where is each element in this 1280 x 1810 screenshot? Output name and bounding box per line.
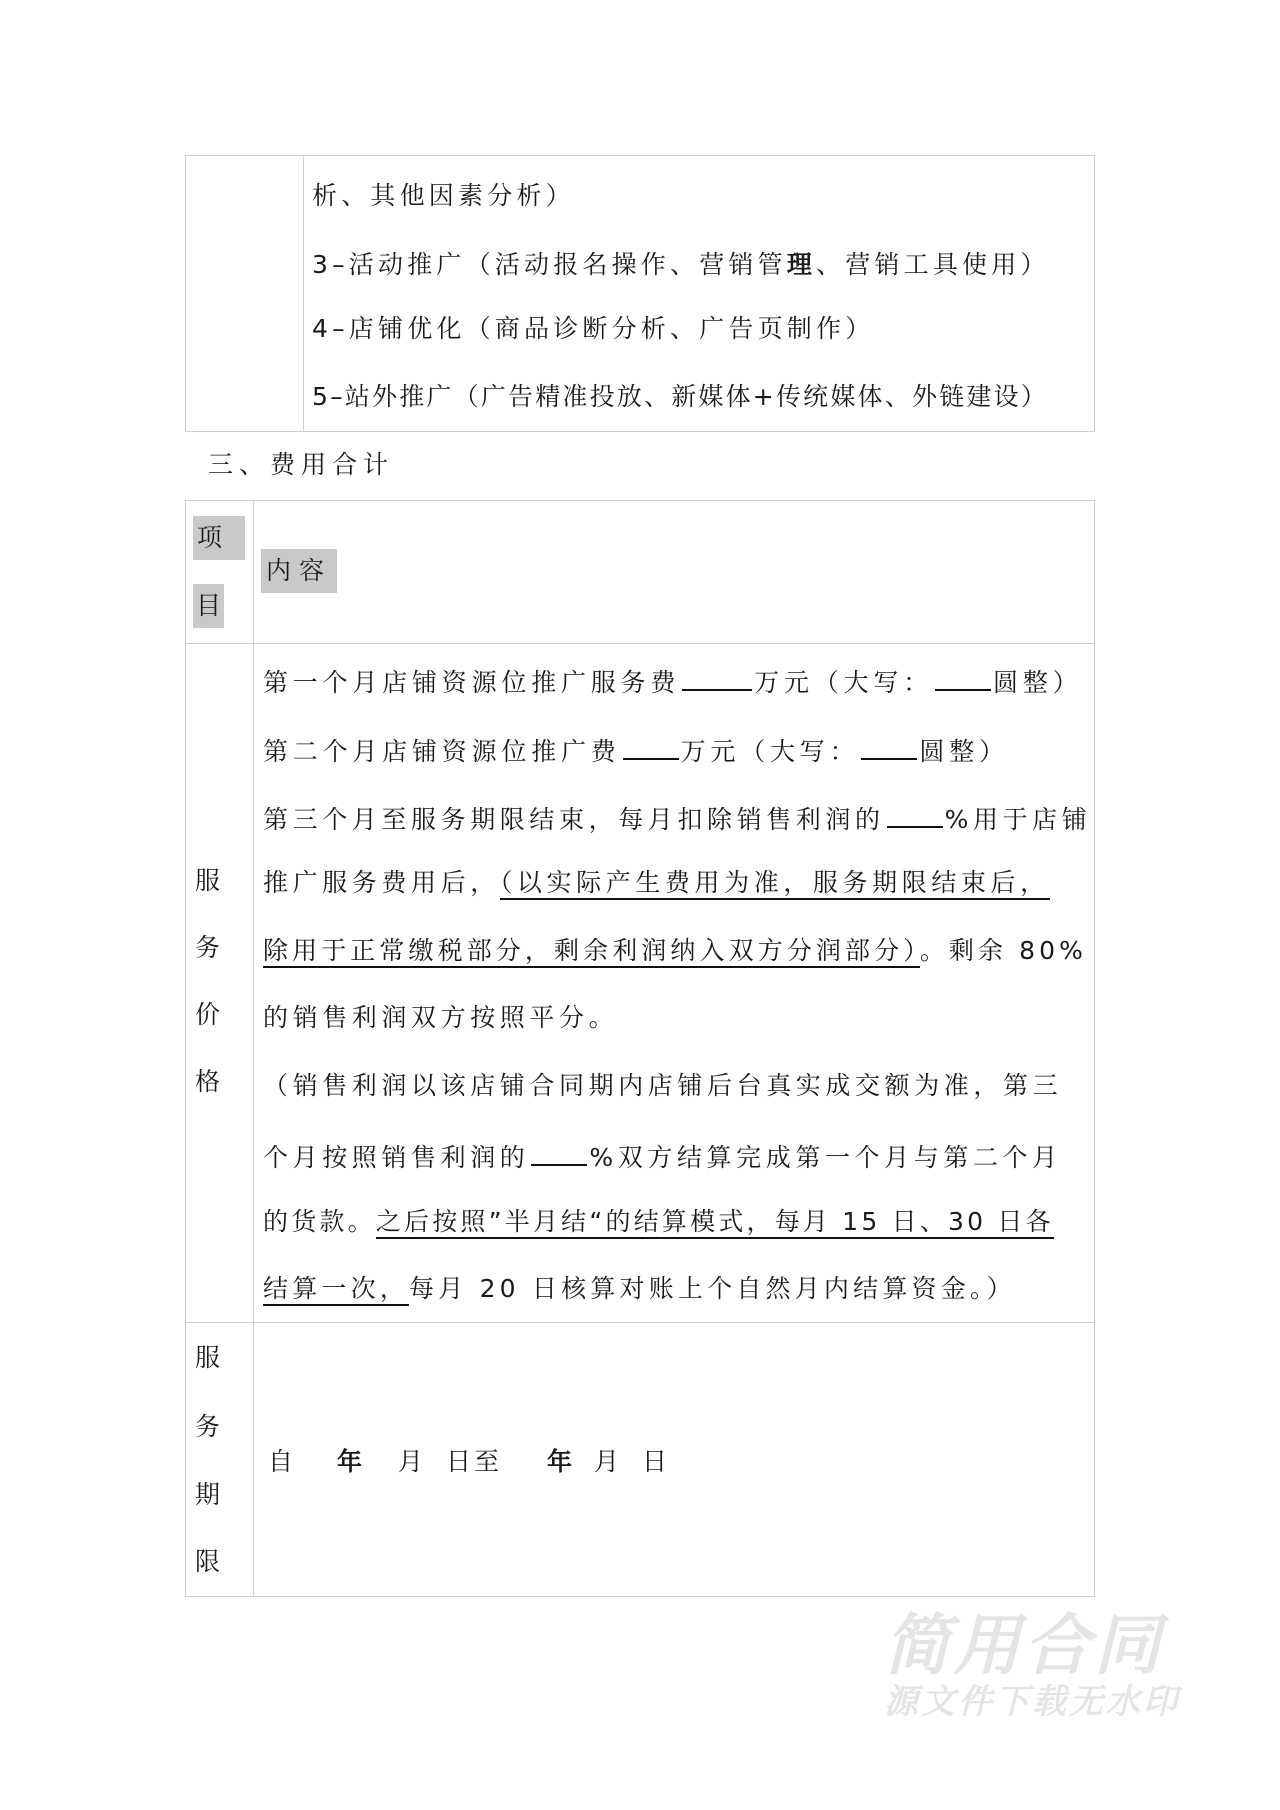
fees-table-row-divider-2 bbox=[185, 1322, 1095, 1323]
price-line-10-underlined: 结算一次， bbox=[263, 1274, 409, 1306]
price-line-3-text-a: 第三个月至服务期限结束，每月扣除销售利润的 bbox=[263, 805, 885, 834]
table-divider bbox=[303, 155, 304, 432]
price-line-5-text-b: 。剩余 80% bbox=[919, 936, 1088, 965]
price-line-5-underlined: 除用于正常缴税部分，剩余利润纳入双方分润部分） bbox=[263, 936, 920, 968]
price-line-2-text-a: 第二个月店铺资源位推广费 bbox=[263, 737, 621, 766]
second-month-fee-uppercase-blank[interactable] bbox=[861, 732, 917, 760]
settlement-percent-blank[interactable] bbox=[531, 1138, 587, 1166]
term-from: 自 bbox=[268, 1447, 294, 1476]
price-line-1-text-b: 万元（大写： bbox=[754, 668, 934, 697]
section-heading-fees: 三、费用合计 bbox=[208, 450, 395, 479]
second-month-fee-blank[interactable] bbox=[623, 732, 679, 760]
price-row-label-3: 价 bbox=[195, 1000, 221, 1029]
service-item-continued: 析、其他因素分析） bbox=[312, 181, 575, 210]
price-line-4-text-a: 推广服务费用后， bbox=[263, 868, 500, 897]
price-line-10 bbox=[263, 1273, 1016, 1305]
price-line-9-underlined: 之后按照”半月结“的结算模式，每月 15 日、30 日各 bbox=[376, 1207, 1054, 1239]
service-item-5: 5–站外推广（广告精准投放、新媒体+传统媒体、外链建设） bbox=[312, 382, 1048, 411]
price-line-8-text-b: %双方结算完成第一个月与第二个月 bbox=[589, 1143, 1062, 1172]
price-line-2-text-b: 万元（大写： bbox=[680, 737, 860, 766]
price-line-9 bbox=[263, 1206, 1054, 1238]
price-row-label-4: 格 bbox=[195, 1067, 221, 1096]
price-line-5 bbox=[263, 935, 1087, 967]
term-start-day-to[interactable]: 日至 bbox=[446, 1447, 503, 1476]
watermark-brand: 简用合同 bbox=[884, 1607, 1164, 1684]
first-month-fee-uppercase-blank[interactable] bbox=[935, 663, 991, 691]
price-line-4 bbox=[263, 867, 1050, 899]
term-row-label-3: 期 bbox=[195, 1480, 221, 1509]
price-line-1-text-a: 第一个月店铺资源位推广服务费 bbox=[263, 668, 681, 697]
term-row-label-4: 限 bbox=[195, 1547, 221, 1576]
price-line-3 bbox=[263, 800, 1091, 836]
price-row-label-1: 服 bbox=[195, 866, 221, 895]
price-line-10-text-b: 每月 20 日核算对账上个自然月内结算资金。） bbox=[409, 1274, 1016, 1303]
fees-table-row-divider-1 bbox=[185, 643, 1095, 644]
price-line-4-underlined: （以实际产生费用为准，服务期限结束后， bbox=[500, 868, 1050, 900]
price-row-label-2: 务 bbox=[195, 933, 221, 962]
term-start-year[interactable]: 年 bbox=[337, 1447, 363, 1476]
term-end-year[interactable]: 年 bbox=[547, 1447, 573, 1476]
term-row-label-2: 务 bbox=[195, 1412, 221, 1441]
price-line-1 bbox=[263, 663, 1082, 699]
price-line-9-text-a: 的货款。 bbox=[263, 1207, 376, 1236]
price-line-6: 的销售利润双方按照平分。 bbox=[263, 1003, 619, 1032]
fees-table-divider bbox=[253, 500, 254, 1597]
term-row-label-1: 服 bbox=[195, 1343, 221, 1372]
service-item-3-tail: 、营销工具使用） bbox=[816, 250, 1050, 279]
price-line-7: （销售利润以该店铺合同期内店铺后台真实成交额为准，第三 bbox=[263, 1071, 1063, 1100]
first-month-fee-blank[interactable] bbox=[682, 663, 752, 691]
price-line-3-text-b: %用于店铺 bbox=[944, 805, 1092, 834]
service-item-3 bbox=[312, 249, 1050, 281]
price-line-8 bbox=[263, 1138, 1062, 1174]
header-item-label-1: 项 bbox=[193, 516, 245, 560]
price-line-8-text-a: 个月按照销售利润的 bbox=[263, 1143, 530, 1172]
header-item-label-2: 目 bbox=[193, 584, 224, 628]
watermark-tagline: 源文件下载无水印 bbox=[884, 1682, 1180, 1722]
profit-percent-blank[interactable] bbox=[887, 800, 943, 828]
price-line-2-text-c: 圆整） bbox=[919, 737, 1009, 766]
term-start-month[interactable]: 月 bbox=[398, 1447, 424, 1476]
term-end-month[interactable]: 月 bbox=[594, 1447, 620, 1476]
service-item-4: 4–店铺优化（商品诊断分析、广告页制作） bbox=[312, 314, 875, 343]
price-line-2 bbox=[263, 732, 1009, 768]
service-item-3-bold-char: 理 bbox=[786, 250, 817, 279]
price-line-1-text-c: 圆整） bbox=[993, 668, 1083, 697]
header-content-label: 内 容 bbox=[261, 549, 337, 593]
term-end-day[interactable]: 日 bbox=[642, 1447, 668, 1476]
service-item-3-text: 3–活动推广（活动报名操作、营销管 bbox=[312, 250, 787, 279]
